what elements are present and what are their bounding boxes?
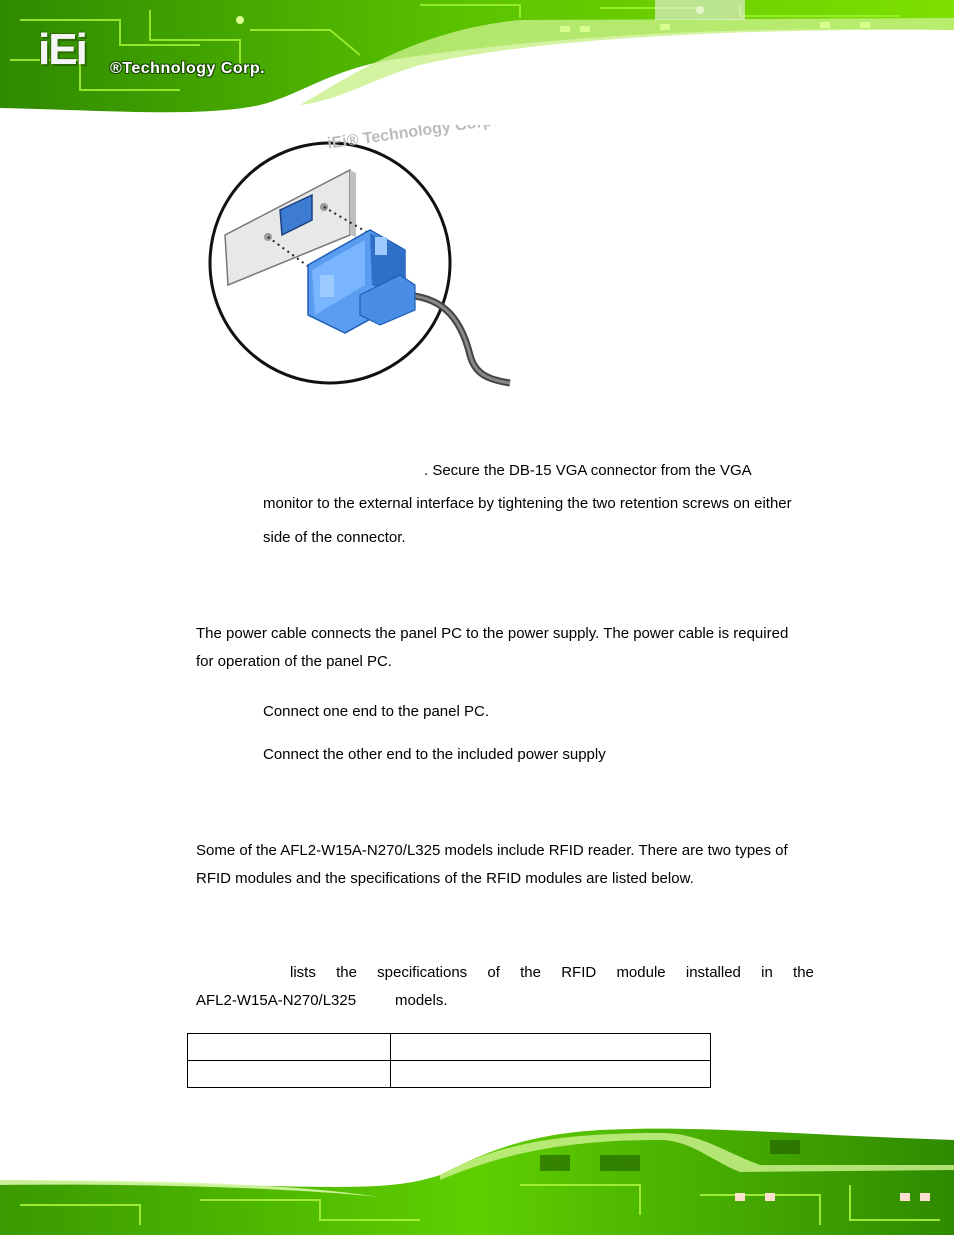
word: the — [336, 964, 357, 981]
vga-connector-figure — [200, 125, 520, 395]
word: installed — [685, 964, 741, 981]
rfid-table-reference-line — [290, 963, 814, 983]
table-cell — [391, 1034, 711, 1061]
power-step-2: Connect the other end to the included power supply — [263, 746, 606, 763]
models-prefix: AFL2-W15A-N270/L325 — [196, 992, 357, 1009]
table-row — [188, 1061, 711, 1088]
word: the — [793, 964, 814, 981]
footer-banner — [0, 1125, 954, 1235]
circuit-board-footer-graphic — [0, 1125, 954, 1235]
table-cell — [188, 1034, 391, 1061]
word: of — [487, 964, 500, 981]
word: RFID — [561, 964, 597, 981]
table-cell — [188, 1061, 391, 1088]
rfid-spec-table — [187, 1033, 711, 1088]
vga-step-line-2: monitor to the external interface by tightening the two retention screws on either — [263, 495, 792, 512]
rfid-paragraph-line-1: Some of the AFL2-W15A-N270/L325 models include RFID reader. There are two types of — [196, 842, 788, 859]
rfid-paragraph-line-2: RFID modules and the specifications of the RFID modules are listed below. — [196, 870, 694, 887]
circuit-board-header-graphic — [0, 0, 954, 115]
company-logo-mark: iEi — [38, 25, 86, 74]
word: the — [520, 964, 541, 981]
company-logo-text: ®Technology Corp. — [110, 60, 266, 77]
word: in — [761, 964, 773, 981]
vga-connector-illustration — [200, 125, 520, 395]
word: specifications — [377, 964, 468, 981]
power-paragraph-line-2: for operation of the panel PC. — [196, 653, 392, 670]
word: lists — [290, 964, 316, 981]
vga-step-line-3: side of the connector. — [263, 529, 406, 546]
header-banner — [0, 0, 954, 115]
models-suffix: models. — [395, 992, 448, 1009]
word: module — [616, 964, 666, 981]
power-paragraph-line-1: The power cable connects the panel PC to the power supply. The power cable is required — [196, 625, 789, 642]
watermark-logo: iEi® Technology Corp. — [326, 125, 498, 153]
vga-step-line-1: . Secure the DB-15 VGA connector from the VGA — [424, 462, 752, 479]
power-step-1: Connect one end to the panel PC. — [263, 703, 489, 720]
table-row — [188, 1034, 711, 1061]
table-cell — [391, 1061, 711, 1088]
